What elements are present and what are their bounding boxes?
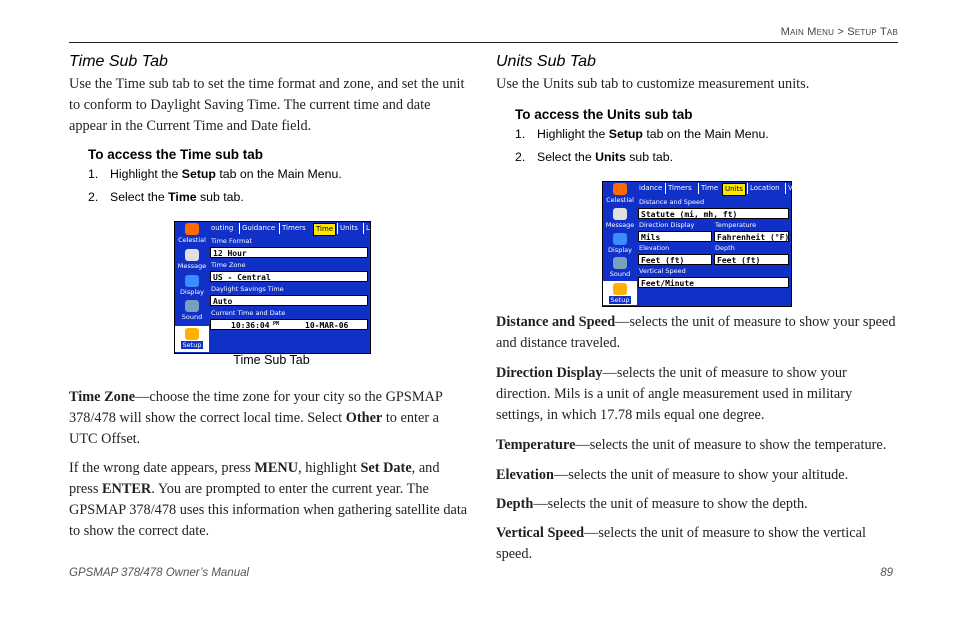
current-time-ampm: PM [273, 321, 280, 327]
time-sub-tab-screen [174, 221, 371, 354]
distance-speed-description: Distance and Speed—selects the unit of measure to show your speed and distance traveled. [496, 314, 896, 351]
current-time-date-label: Current Time and Date [211, 309, 286, 317]
elevation-field: Feet (ft) [638, 254, 712, 265]
tab-time: Time [698, 183, 720, 194]
setup-icon [613, 283, 627, 295]
units-step-1: 1. Highlight the Setup tab on the Main Menu. [515, 127, 769, 141]
sound-icon [613, 257, 627, 269]
tab-routing: outing [211, 224, 234, 232]
header-separator: > [834, 26, 848, 38]
distance-speed-field: Statute (mi, mh, ft) [638, 208, 789, 219]
footer-manual-title: GPSMAP 378/478 Owner’s Manual [69, 567, 250, 579]
current-date-value: 10-MAR-06 [305, 321, 349, 330]
direction-display-field: Mils [638, 231, 712, 242]
time-sub-tab-title: Time Sub Tab [69, 53, 168, 70]
header-rule [69, 42, 898, 43]
display-icon [185, 275, 199, 287]
units-sub-tab-title: Units Sub Tab [496, 53, 596, 70]
tab-location: L [363, 223, 372, 234]
elevation-label: Elevation [639, 244, 670, 252]
tab-location: Location [747, 183, 782, 194]
screen-sidebar [603, 182, 637, 306]
sidebar-item-message: Message [603, 208, 637, 229]
sidebar-item-display: Display [603, 233, 637, 254]
vertical-speed-field: Feet/Minute [638, 277, 789, 288]
units-sub-tab-screen [602, 181, 792, 307]
vertical-speed-label: Vertical Speed [639, 267, 686, 275]
time-step-1: 1. Highlight the Setup tab on the Main Menu. [88, 167, 342, 181]
depth-label: Depth [715, 244, 735, 252]
tab-timers: Timers [665, 183, 694, 194]
depth-field: Feet (ft) [714, 254, 789, 265]
sidebar-item-sound: Sound [175, 300, 209, 321]
sidebar-item-setup: Setup [603, 281, 637, 305]
time-zone-field: US - Central [210, 271, 368, 282]
header-main-menu: Main Menu [780, 26, 835, 38]
daylight-savings-field: Auto [210, 295, 368, 306]
tab-guidance: idance [639, 184, 663, 192]
tab-timers: Timers [279, 223, 308, 234]
daylight-savings-label: Daylight Savings Time [211, 285, 284, 293]
distance-speed-label: Distance and Speed [639, 198, 705, 206]
celestial-icon [613, 183, 627, 195]
units-step-2: 2. Select the Units sub tab. [515, 150, 674, 164]
current-time-value: 10:36:04 [231, 321, 270, 330]
display-icon [613, 233, 627, 245]
units-access-heading: To access the Units sub tab [515, 107, 693, 122]
setup-icon [185, 328, 199, 340]
temperature-description: Temperature—selects the unit of measure to show the temperature. [496, 437, 887, 453]
time-step-2: 2. Select the Time sub tab. [88, 190, 244, 204]
sidebar-item-celestial: Celestial [603, 183, 637, 204]
elevation-description: Elevation—selects the unit of measure to show your altitude. [496, 467, 849, 483]
units-intro: Use the Units sub tab to customize measurement units. [496, 76, 810, 92]
wrong-date-paragraph: If the wrong date appears, press MENU, highlight Set Date, and press ENTER. You are prompted to enter the current year. The GPSMAP 378/478 uses this information when gathering satellite data to show the correct date. [69, 460, 468, 539]
depth-description: Depth—selects the unit of measure to show the depth. [496, 496, 808, 512]
time-format-label: Time Format [211, 237, 252, 245]
tab-units: Units [722, 183, 746, 196]
time-zone-label: Time Zone [211, 261, 246, 269]
sound-icon [185, 300, 199, 312]
tab-units: Units [337, 223, 360, 234]
tab-more: V [785, 183, 795, 194]
direction-display-description: Direction Display—selects the unit of measure to show your direction. Mils is a unit of angle measurement used in military settings, in which 17.78 mils equal one degree. [496, 365, 853, 423]
sidebar-item-sound: Sound [603, 257, 637, 278]
header-setup-tab: Setup Tab [847, 26, 898, 38]
tab-guidance: Guidance [239, 223, 277, 234]
screen-tab-bar [209, 222, 370, 235]
running-header [781, 26, 898, 38]
time-screen-caption: Time Sub Tab [233, 353, 310, 367]
celestial-icon [185, 223, 199, 235]
time-access-heading: To access the Time sub tab [88, 147, 264, 162]
sidebar-item-message: Message [175, 249, 209, 270]
screen-sidebar [175, 222, 209, 353]
direction-display-label: Direction Display [639, 221, 695, 229]
sidebar-item-display: Display [175, 275, 209, 296]
screen-tab-bar [637, 182, 791, 195]
current-time-date-field [210, 319, 368, 330]
temperature-label: Temperature [715, 221, 757, 229]
message-icon [185, 249, 199, 261]
message-icon [613, 208, 627, 220]
tab-time: Time [313, 223, 336, 236]
time-zone-description: Time Zone—choose the time zone for your city so the GPSMAP 378/478 will show the correct local time. Select Other to enter a UTC Offset. [69, 389, 443, 447]
sidebar-item-setup: Setup [175, 326, 209, 352]
sidebar-item-celestial: Celestial [175, 223, 209, 244]
time-intro: Use the Time sub tab to set the time format and zone, and set the unit to conform to Daylight Saving Time. The current time and date appear in the Current Time and Date field. [69, 76, 465, 134]
vertical-speed-description: Vertical Speed—selects the unit of measure to show the vertical speed. [496, 525, 866, 562]
temperature-field: Fahrenheit (°F) [714, 231, 789, 242]
time-format-field: 12 Hour [210, 247, 368, 258]
footer-page-number: 89 [880, 567, 893, 579]
